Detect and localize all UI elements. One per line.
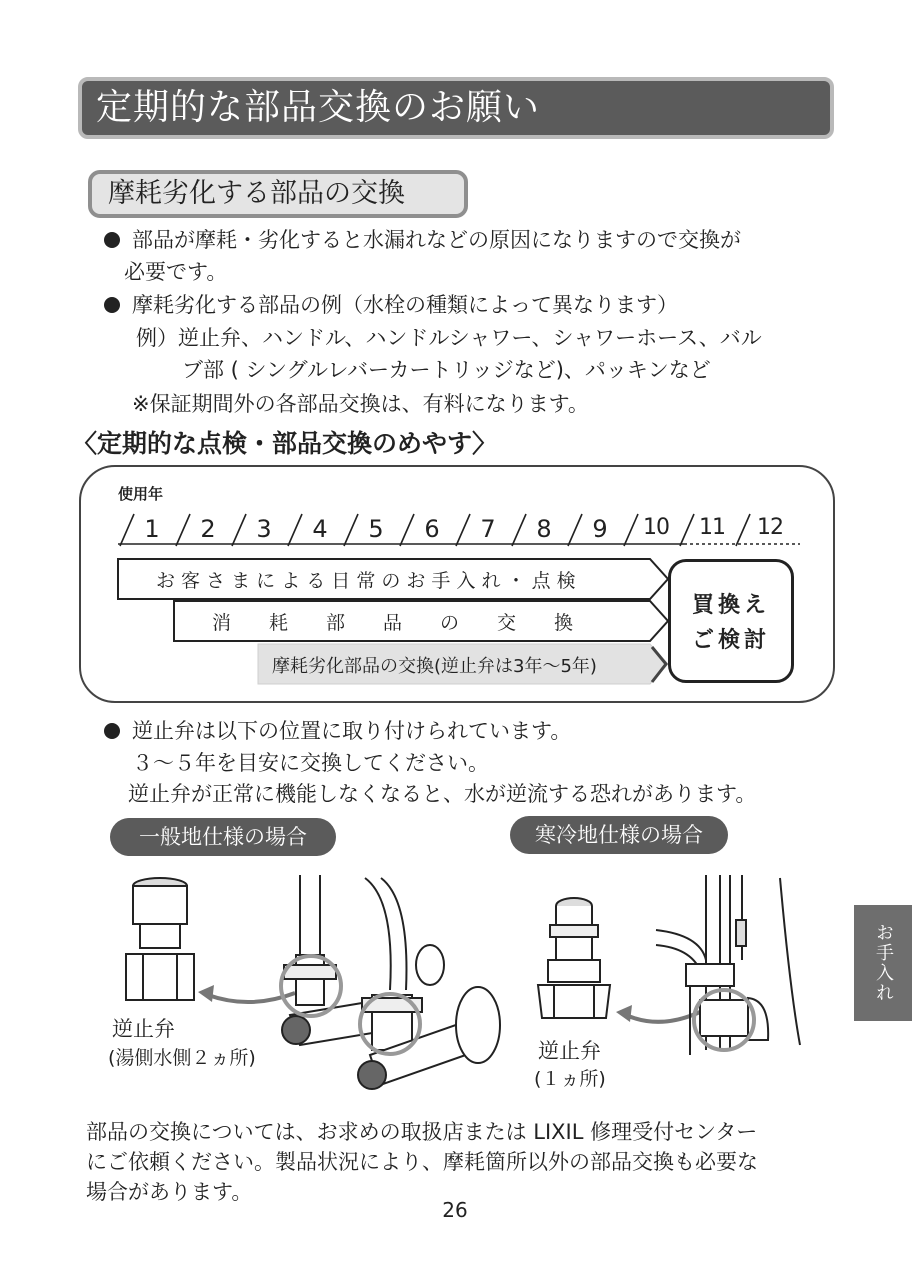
year-1: 1 [144,515,160,543]
general-caption-1: 逆止弁 [112,1017,175,1041]
year-9: 9 [592,515,608,543]
year-10: 10 [643,515,669,540]
valve-info-1-text: 逆止弁は以下の位置に取り付けられています。 [132,719,572,743]
bullet-1-cont: 必要です。 [124,260,228,284]
cold-caption-2: (１ヵ所) [534,1068,606,1090]
example-line-2: ブ部 ( シングルレバーカートリッジなど)、パッキンなど [182,358,711,382]
bullet-2-text: 摩耗劣化する部品の例（水栓の種類によって異なります） [132,293,678,317]
page-title: 定期的な部品交換のお願い [78,77,834,139]
footer-line-2: にご依頼ください。製品状況により、摩耗箇所以外の部品交換も必要な [86,1150,758,1174]
schedule-heading: 〈定期的な点検・部品交換のめやす〉 [72,429,498,458]
year-3: 3 [256,515,272,543]
cold-spec-label: 寒冷地仕様の場合 [510,816,728,854]
year-slash [288,514,302,546]
year-11: 11 [699,515,725,540]
year-slash [176,514,190,546]
year-8: 8 [536,515,552,543]
valve-info-1 [104,715,571,747]
year-slash [512,514,526,546]
years-label: 使用年 [118,485,164,503]
replace-line-1: 買換え [691,593,770,618]
footer-line-1: 部品の交換については、お求めの取扱店または LIXIL 修理受付センター [86,1120,758,1144]
year-5: 5 [368,515,384,543]
side-tab-care: お手入れ [854,905,912,1021]
warranty-note: ※保証期間外の各部品交換は、有料になります。 [132,392,589,416]
bullet-dot-icon [104,723,120,739]
replace-consider-box [668,559,794,683]
replace-line-2: ご検討 [691,628,770,653]
valve-info-3: 逆止弁が正常に機能しなくなると、水が逆流する恐れがあります。 [128,782,757,806]
year-slash [120,514,134,546]
example-line-1: 例）逆止弁、ハンドル、ハンドルシャワー、シャワーホース、バル [136,326,762,350]
year-slash [344,514,358,546]
general-spec-label: 一般地仕様の場合 [110,818,336,856]
year-slash [736,514,750,546]
valve-info-2: ３〜５年を目安に交換してください。 [132,751,489,775]
section-header: 摩耗劣化する部品の交換 [88,170,468,218]
year-slash [624,514,638,546]
general-caption-2: (湯側水側２ヵ所) [108,1047,256,1069]
year-12: 12 [757,515,783,540]
bar-wear-parts-text: 摩耗劣化部品の交換(逆止弁は3年〜5年) [272,656,597,677]
year-slash [568,514,582,546]
footer-line-3: 場合があります。 [86,1180,253,1204]
year-slash [232,514,246,546]
year-slash [400,514,414,546]
bar-daily-care-text: お 客 さ ま に よ る 日 常 の お 手 入 れ ・ 点 検 [156,570,576,592]
cold-valve-illustration [538,875,800,1055]
year-4: 4 [312,515,328,543]
year-slash [680,514,694,546]
year-7: 7 [480,515,496,543]
bullet-1-text: 部品が摩耗・劣化すると水漏れなどの原因になりますので交換が [132,228,741,252]
year-2: 2 [200,515,216,543]
year-6: 6 [424,515,440,543]
bar-consumables-text: 消 耗 部 品 の 交 換 [212,612,574,634]
page-number: 26 [442,1198,468,1222]
cold-caption-1: 逆止弁 [538,1039,601,1063]
year-slash [456,514,470,546]
